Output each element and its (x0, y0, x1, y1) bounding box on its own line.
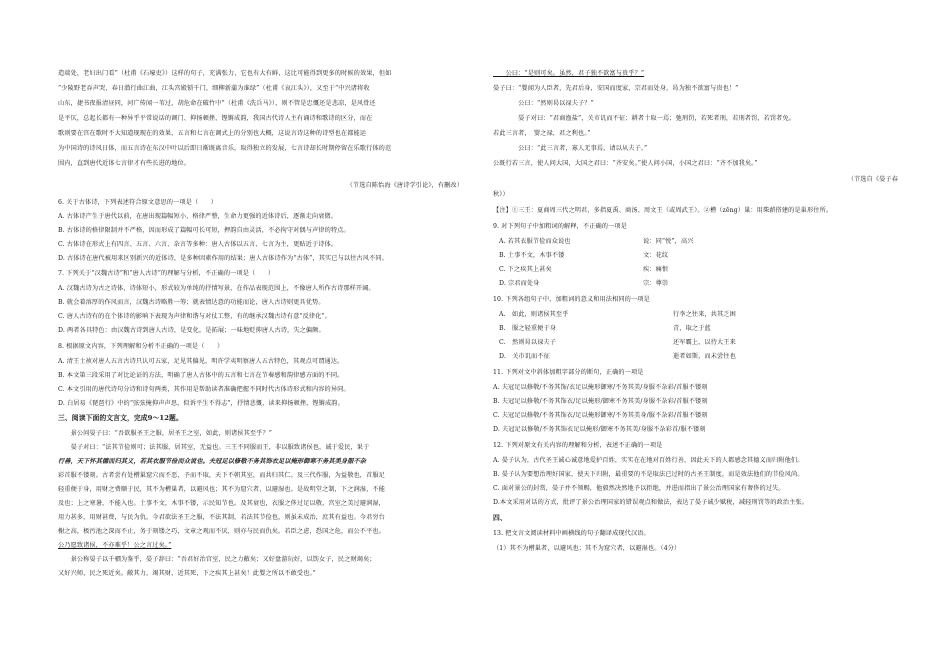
q9-option-b-gloss: 文：花纹 (643, 252, 669, 259)
q10-stem: 10. 下列各组句子中，加粗词的意义和用法相同的一项是 (493, 296, 650, 303)
q11-stem: 11. 下列对文中斜体加粗字部分的断句，正确的一项是 (493, 369, 644, 376)
q10-option-b: B. 服之轻重便于身 (499, 325, 557, 332)
dialogue-line: 公曰：“然则曷以禄夫子？” (493, 100, 594, 107)
q9-option-c: C. 下之疾其上甚矣 (499, 266, 552, 273)
q13-item-1: （1）其不为橧巢者，以避风也；其不为窟穴者，以避湿也。（4分） (493, 545, 681, 552)
q12-stem: 12. 下列对原文有关内容的理解和分析，表述不正确的一项是 (493, 442, 663, 449)
q13-stem: 13. 把文言文阅读材料中画横线的句子翻译成现代汉语。 (493, 530, 650, 537)
passage-line: 围内，直到唐代近体七言律才有些长进的地位。 (58, 160, 191, 167)
passage-line: 造端处，老妇出门看”（杜甫《石壕吏》）这样的句子，充满张力，它也有大有鲜，这比可能得到更多的时候的效果，但如 (58, 70, 392, 77)
wenyan-line: 公乃愿致诸侯，不亦难乎！公之言过矣。” (58, 542, 172, 549)
q9-option-c-gloss: 疾：痛恨 (643, 266, 669, 273)
q7-option-a: A. 汉魏古诗为古之诗体，诗体短小，形式较为单纯的抒情写景，在作品表现范围上，不像唐人所作古诗那样开阔。 (58, 285, 375, 292)
q6-stem: 6. 关于古体诗，下列表述符合原文意思的一项是（ ） (58, 199, 218, 206)
q10-option-a: A. 如此，则诸侯其至乎 (499, 311, 569, 318)
q11-option-b: B. 夫冠足以修敬/不务其饰衣/足以掩形/御寒不务其美/身服不杂彩/首服不镂刻 (493, 398, 708, 405)
q11-option-d: D. 夫冠足以修敬/不务其饰衣足以掩形/御寒不务其美/身服不杂彩首/服不镂刻 (493, 426, 706, 433)
q8-option-c: C. 本文引用的唐代诗句分诗和诗句两类，其作用是帮助读者准确把握不同时代古体诗形式和内容的异同。 (58, 386, 350, 393)
source-note-cont: 秋》） (493, 191, 509, 198)
dialogue-line: 公既行若三言，使人问大国，大国之君曰：“齐安矣。”使人问小国，小国之君曰：“齐不加我矣。” (493, 160, 758, 167)
q7-option-d: D. 两者各具特色：由汉魏古诗到唐人古诗，是变化，是拓展；一味地贬抑唐人古诗，失之偏颇。 (58, 327, 325, 334)
wenyan-line: 及也；上之寒暑，不能入也。土事不文，木事不镂，示民知节也。及其衰也，衣服之侈过足以敬，宫室之美过避润湿， (58, 500, 385, 507)
q10-option-d: D. 关市讥而不征 (499, 353, 550, 360)
passage-line: 歌则要在宫在歌时不大知道现现在的效果，五言和七言在调式上的分别也大概，这说言诗这种的诗型也在都能运 (58, 130, 367, 137)
q9-option-a-gloss: 说：同“悦”，高兴 (643, 238, 694, 245)
q6-option-a: A. 古体诗产生于唐代以前，在唐出现篇幅短小，格律严整，生命力更强的近体诗后，逐渐走向衰微。 (58, 213, 338, 220)
q12-option-b: B. 晏子认为要想治理好国家，使天下归附，最重要的不是取法已过时的古圣王制度，而是效法他们的节俭风尚。 (493, 471, 804, 478)
dialogue-line: 公曰：“是则可矣。虽然，君子独不欲富与贵乎？” (493, 70, 645, 77)
q8-option-d: D. 白居易《琵琶行》中的“弦弦掩抑声声思，似诉平生不得志”，抒情悲慨，读来抑扬顿挫，铿锵成韵。 (58, 400, 344, 407)
passage-line: “少陵野老吞声哭，春日潜行曲江曲，江头宫殿锁千门，细柳新蒲为谁绿”（杜甫《哀江头》），又至于“中兴诸将收 (58, 85, 370, 92)
q12-option-a: A. 晏子认为，古代圣王诚心诚意地爱护百姓，实实在在地对百姓行善，因此天下的人都感念其德义而归附他们。 (493, 457, 804, 464)
passage-line: 是平仄，总起长都有一种异乎平常说话的调门、抑扬顿挫、铿锵成韵，我国古代诗人主有诵诗和歌诗的区分，而在 (58, 115, 373, 122)
wenyan-line: 晏子对曰：“法其节俭则可；法其服，居其室，无益也。三王不同服而王，非以服致诸侯也，诚于爱民，果于 (58, 444, 370, 451)
q10-option-c-pair: 还军霸上，以待大王来 (673, 339, 736, 346)
q9-option-d-gloss: 宗：尊崇 (643, 280, 669, 287)
q7-stem: 7. 下列关于“汉魏古诗”和“唐人古诗”的理解与分析，不正确的一项是（ ） (58, 270, 275, 277)
wenyan-line: 榭之高，极污池之深而不止，务于刻镂之巧，文章之观而不厌，则亦与民而仇矣。若臣之虑，恐国之危，而公不平也。 (58, 528, 385, 535)
q9-option-b: B. 土事不文，木事不镂 (499, 252, 565, 259)
q12-option-d: D.本文采用对话的方式，批评了景公治理国家的错误观点和做法，表达了晏子诚少赋税，减轻刑罚等的政治主张。 (493, 499, 808, 506)
passage-line: 为中国诗的诗风日体，而五言诗在东汉中叶以后即日渐既离音乐，取得独立的发展，七言诗却长时期停留在乐歌行体的范 (58, 145, 392, 152)
wenyan-line: 用力甚多，用财甚费，与民为仇。今君欲法圣王之服，不法其制，若法其节俭也，则虽未成治，庶其有益也。今君穷台 (58, 514, 385, 521)
wenyan-line-italic: 行善，天下怀其德而归其义，若其衣服节俭而众说也。夫冠足以修敬不务其饰衣足以掩形御寒不务其美身服不杂 (58, 458, 367, 465)
wenyan-line: 又好兴师，民之死近矣。敝其力，竭其财，近其死，下之疾其上甚矣！此婴之所以不敢受也。” (58, 570, 316, 577)
q6-option-d: D. 古体诗在唐代被用来区别新兴的近体诗，是多种因素作用的结果；唐人古体诗作为“古体”，其实已与以往古风不同。 (58, 255, 388, 262)
q9-stem: 9. 对下列句子中加粗词的解释，不正确的一项是 (493, 223, 627, 230)
wenyan-line: 彩首服不镂刻。古者尝有处橧巢窟穴而不恶，予而不取，天下不朝其室，而共归其仁。及三代作服，为益敬也，首服足 (58, 472, 385, 479)
q10-option-d-pair: 逝者如斯，而未尝往也 (673, 353, 736, 360)
q9-option-a: A. 若其衣服节俭而众说也 (499, 238, 571, 245)
q7-option-c: C. 唐人古诗有的在个体诗的影响下表现为声律和谐与对仗工整，有的继承汉魏古诗有意“反律化”。 (58, 313, 332, 320)
q7-option-b: B. 就会着溶厚的作风而言，汉魏古诗略胜一筹；就表情达意的功能而论，唐人古诗则更具优势。 (58, 299, 325, 306)
q10-option-b-pair: 青，取之于蓝 (673, 325, 711, 332)
q10-option-c: C. 然则曷以禄夫子 (499, 339, 556, 346)
dialogue-line: 晏子曰：“婴闻为人臣者，先君后身，安国而度家，宗君而处身，曷为独不欲富与贵也！” (493, 85, 739, 92)
q11-option-c: C. 夫冠足以修敬/不务其饰衣/足以掩形御寒/不务其美身/服不杂彩/首服不镂刻 (493, 412, 708, 419)
wenyan-line: 景公称晏子以千驷为鉴乎，晏子辞曰：“吾君好治宫室，民之力敝矣；又好盘游玩好，以饬女子，民之财竭矣； (58, 556, 376, 563)
dialogue-line: 晏子对曰：“君商渔盐”，关市讥而不征；耕者十取一焉；弛刑罚，若死者刑，若刑者罚，若罚者免。 (493, 115, 796, 122)
q8-option-b: B. 本文第三段采用了对比论证的方法，明确了唐人古体中的五言和七言在节奏感和韵律感方面的不同。 (58, 372, 344, 379)
annotation-note: 【注】①三王：夏商周三代之明君，多指夏禹、商汤、周文王（或周武王）。②橧（zēng）巢：用柴薪搭建的是巢形住所。 (493, 207, 833, 214)
q9-option-d: D. 宗君而处身 (499, 280, 540, 287)
source-note: （节选自陈怡海《唐诗学引论》，有删改） (346, 182, 463, 189)
source-note: （节选自《晏子春 (847, 176, 898, 183)
q8-option-a: A. 清王士祯对唐人五言古诗只认可五家，足见其偏见，明许学夷明察唐人五古特色，其观点可谓通达。 (58, 358, 344, 365)
wenyan-line: 轻重便于身，用财之费顺于民，其不为橧巢者，以避风也；其不为窟穴者，以避湿也。是故明堂之制，下之润湿，不能 (58, 486, 385, 493)
passage-line: 山东，捷书夜报清昼同，河广传闻一苇过，胡危命在破竹中”（杜甫《洗兵马》），则不管是忠慨还是悲凉，是风骨还 (58, 100, 376, 107)
section-four-heading: 四、 (493, 514, 507, 522)
section-three-heading: 三、阅读下面的文言文，完成9～12题。 (58, 414, 183, 422)
dialogue-line: 公曰：“此三言者，寡人无事焉，请以从夫子。” (493, 145, 648, 152)
q6-option-c: C. 古体诗在形式上有四言、五言、六言、杂言等多种：唐人古体以五言、七言为主，更贴近于诗体。 (58, 241, 338, 248)
wenyan-line: 景公问晏子曰：“吾欲服圣王之服，居圣王之室，如此，则诸侯其至乎？” (58, 430, 273, 437)
q12-option-c: C. 面对景公的封赏，晏子并不领赐，他毅然决然地予以拒绝，并进而指出了景公治理国家有奢侈的过失。 (493, 485, 785, 492)
q8-stem: 8. 根据原文内容，下列理解和分析不正确的一项是（ ） (58, 343, 224, 350)
dialogue-line: 若此三言者， 婴之禄，君之利也。” (493, 130, 591, 137)
q10-option-a-pair: 行李之往来，共其乏困 (673, 311, 736, 318)
q11-option-a: A. 夫冠足以修敬/不务其饰/衣足以掩形御寒/不务其美/身服不杂彩/首服不镂刻 (493, 384, 708, 391)
q6-option-b: B. 古体诗的格律限制并不严格，因而形成了篇幅可长可短，押韵自由灵活，不必拘守对偶与声律的特点。 (58, 227, 350, 234)
